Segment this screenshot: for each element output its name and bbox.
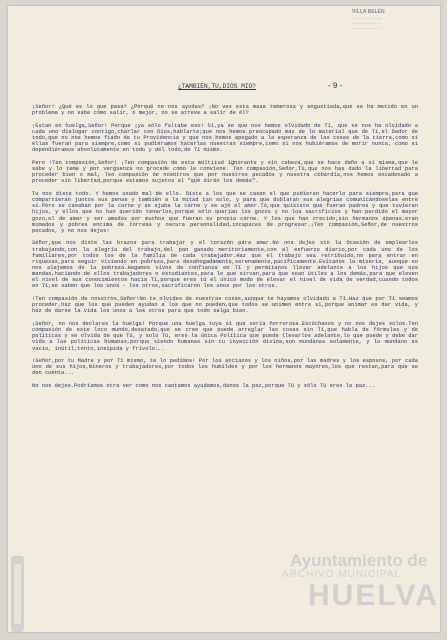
watermark-line3: HUELVA (308, 579, 439, 612)
stamp-line: ........................... (352, 25, 383, 30)
watermark-line2: ARCHIVO MUNICIPAL (282, 569, 402, 580)
stamp-title: VILLA BELÉN (352, 9, 385, 15)
archive-watermark (280, 539, 440, 629)
header-stamp (352, 10, 432, 30)
page-number: -9- (327, 82, 345, 91)
document-title: ¿TAMBIEN,TU,DIOS MIO? (178, 83, 256, 90)
paragraph: ¡Señor, no nos declares la huelga! Porque una huelga tuya sí que sería horrorosa.Escúchanos y no nos dejes solos.Ten compasión de este loco mundo,desatado,que se cree que puede arreglar las cosas sin Tí,que habla de fórmulas y de políticas y se olvida de que Tú, y solo Tú, eres la única Política que puede llevarlos adelante,lo que puede y debe dar vida a las políticas humanas,porque siendo humanas sin tu inyección divina,son mundanas solamente, y lo mundano es vacío, inútil,tonto,insípida y frívolo... (32, 320, 418, 352)
document-page (8, 6, 440, 632)
paragraph: ¡Estan en huelga,Señor! Porque ¡ya sólo faltabe eso! Sí,ya se que nos hemos olvidado de Tí, que se nos ha olvidado a cada uno dialogar contigo,charlar con Dios,hablarte;que nos hemos preocupado más de lo material que de Tí,el Dador de todo,que no nos hemos fiado de tu Providencia y que nos hemos apegado a la esperanza de las cosas de la tierra,como si ellas fueran para siempre,como si pudiéramos hacerlas nuestras siempre,como si nos hubiéramos de morir nunca, como si dependiéramos absolutamente en todo y del todo,de Tí mismo. (32, 122, 418, 154)
paragraph: ¡Señor! ¿Qué es lo que pasa? ¿Porqué no nos ayudas? ¡No ves esta masa temerosa y angustiada,que se ha metido en un problema y no sabe cómo salir, o mejor, no se atreve a salir de él? (32, 104, 418, 117)
archive-logo-icon (9, 554, 27, 632)
paragraph: Pero !Ten compasión,Señor! ¡Ten compasión de esta multitud ignorante y sin cabeza,que se hace daño a sí misma,que le sabe y lo teme y por verguenza no procede como le conviene. Ten compasión,Señor,Tú,que nos has dado la libertad para proceder bien o mal, Ten compasión de nosotros que por nuestros pecados y nuestra cobardía,nos hemos encadenado a proceder sin libertad,porque estamos sujetos al "qué dirán los demás". (32, 159, 418, 185)
watermark-line1: Ayuntamiento de (290, 551, 428, 570)
paragraph: !Señor,por tu Madre y por Tí mismo, te lo pedimos! Por los ancianos y los niños,por las madres y los esposos, por cada uno de sus hijos,mineros y trabajadores,por todos los humildes y por los hermanos mayores,los que restan,para que se den cuenta... (32, 358, 418, 377)
paragraph: No nos dejes.Podríamos otra ver como nos cantamos ayudamos,danos la paz,porque Tú y sólo Tú eres la paz... (32, 382, 375, 389)
paragraph: Tu nos diste todo. Y hemos usado mal de ello. Diste a los que se casan el que pudieran hacerlo para siempre,para que compartieran juntos sus penas y también a la mitad tan solo, y para que doblaran sus alegrías comunicándoselas entre sí.Pero se casaban por la carne y se ajaba la carne y se ajó el amor.Tú,que quisiste que fueran padres y que tuvieran hijos, y ellos que no han querido tenerlos,porque sólo querían los gozos y no los sacrificios y han perdido el mayor gozo,el de amar y ser amados por muchos que fueran su propia carne. Y los que han crecido,sin hermanos apenas,eran mimados y pobres encima de torreas y oscura personalidad,incapaces de progresar.¡Ten compasión,Señor,de nuestros pecados, y no nos dejes! (32, 190, 418, 234)
stamp-line: ........................... (352, 20, 383, 25)
paragraph: Señor,que nos diste las brazos para trabajar y el corazón para amar.No nos dejes sin la Ocasión de emplearlos trabajando,con la alegría del trabajo,del pan ganado meritoriamente,con el esfuerzo diario,por cada uno de los familiares,por todos los de la familia de cada trabajador.Haz que el trabajo sea retribuido,no para entrar en riquezas,para seguir viviendo en pobreza,para desahogadamente,serenamente,pacíficamente.Evitanos la miseria, aunque no nos alejemos de la pobreza.Hagamos vivos de confianza en Tí y permítanos llevar adelante a los hijos que nos mandas,haciendo de ellos trabajadores o estudiantes,para lo que sirvan,para que sean útiles a los demás,para que eleven el nivel de sus conocimientos hacia Tí,porque eres tú el único modo de elevar el nivel de vida de verdad,cuando todos en Tí,se saben que los unos - los otros,sacrificaron los unos por los otros. (32, 240, 418, 290)
paragraph: !Ten compasión de nosotros,Señor!No te olvides de nuestras cosas,aunque te hayamos olvidado a Tí.Haz que por Tí seamos proceder,haz que los que pueden ayudan a los que no pueden,que todos se animen entre sí,porque animar es dar vida, y haz de darse la vida los unos a los otros para que todo salga bien. (32, 296, 418, 315)
stamp-line: ........................... (352, 15, 383, 20)
document-body (32, 104, 418, 395)
